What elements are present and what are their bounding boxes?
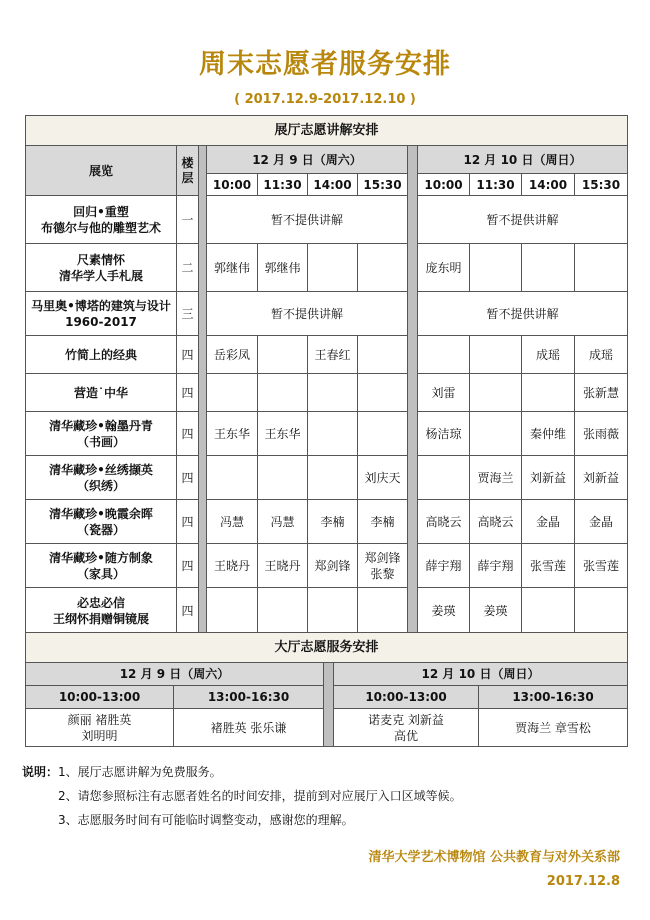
footer-organization: 清华大学艺术博物馆 公共教育与对外关系部 (368, 850, 620, 865)
note-item: 1、展厅志愿讲解为免费服务。 (58, 765, 222, 779)
date-range-subtitle: ( 2017.12.9-2017.12.10 ) (234, 92, 416, 107)
hall-volunteer-cell: 贾海兰 章雪松 (479, 709, 628, 747)
volunteer-cell (308, 456, 358, 500)
floor-cell: 四 (177, 500, 199, 544)
volunteer-cell (258, 374, 308, 412)
exhibit-row (26, 588, 628, 634)
volunteer-cell: 高晓云 (470, 500, 522, 544)
exhibit-name-cell (26, 196, 177, 244)
volunteer-cell (522, 374, 575, 412)
notes-label: 说明： (22, 765, 59, 779)
volunteer-cell (575, 588, 628, 634)
volunteer-cell (358, 412, 408, 456)
volunteer-cell: 薛宇翔 (470, 544, 522, 588)
time-header: 11:30 (258, 174, 308, 196)
exhibit-name-line: 营造˙中华 (73, 385, 128, 400)
volunteer-cell: 李楠 (358, 500, 408, 544)
footer-date: 2017.12.8 (546, 874, 620, 889)
volunteer-cell (308, 244, 358, 292)
floor-cell: 四 (177, 412, 199, 456)
volunteer-cell: 王晓丹 (258, 544, 308, 588)
volunteer-cell: 杨洁琼 (418, 412, 470, 456)
time-header: 15:30 (575, 174, 628, 196)
exhibit-name-cell (26, 588, 177, 634)
exhibit-name-cell (26, 412, 177, 456)
exhibit-row (26, 196, 628, 244)
volunteer-cell (575, 244, 628, 292)
hall-volunteer-cell: 褚胜英 张乐谦 (174, 709, 324, 747)
volunteer-cell: 李楠 (308, 500, 358, 544)
day2-header: 12 月 10 日（周日） (418, 146, 628, 174)
volunteer-cell: 成瑶 (575, 336, 628, 374)
volunteer-cell: 郭继伟 (207, 244, 258, 292)
exhibit-name-line: （家具） (76, 566, 125, 581)
volunteer-cell: 刘新益 (522, 456, 575, 500)
volunteer-cell (470, 244, 522, 292)
volunteer-cell: 贾海兰 (470, 456, 522, 500)
notes (22, 760, 462, 832)
no-service-cell: 暂不提供讲解 (418, 196, 628, 244)
volunteer-cell: 薛宇翔 (418, 544, 470, 588)
volunteer-cell: 高晓云 (418, 500, 470, 544)
hall-schedule-table (25, 632, 628, 747)
exhibit-row (26, 500, 628, 544)
exhibit-row (26, 292, 628, 336)
day1-header: 12 月 9 日（周六） (207, 146, 408, 174)
volunteer-cell (418, 336, 470, 374)
volunteer-cell: 郭继伟 (258, 244, 308, 292)
volunteer-cell: 冯慧 (258, 500, 308, 544)
volunteer-cell (358, 244, 408, 292)
time-header: 15:30 (358, 174, 408, 196)
volunteer-cell (358, 336, 408, 374)
volunteer-cell: 刘庆天 (358, 456, 408, 500)
no-service-cell: 暂不提供讲解 (207, 292, 408, 336)
exhibit-name-cell (26, 544, 177, 588)
exhibit-name-line: （书画） (76, 434, 125, 449)
no-service-cell: 暂不提供讲解 (207, 196, 408, 244)
exhibit-name-cell (26, 292, 177, 336)
hall-slot-header: 10:00-13:00 (334, 686, 479, 709)
volunteer-cell: 王晓丹 (207, 544, 258, 588)
volunteer-cell (258, 588, 308, 634)
hall-volunteer-cell: 诺麦克 刘新益 高优 (334, 709, 479, 747)
floor-cell: 四 (177, 374, 199, 412)
volunteer-cell: 庞东明 (418, 244, 470, 292)
volunteer-cell (470, 374, 522, 412)
floor-column-header: 楼层 (177, 146, 199, 196)
volunteer-cell (308, 412, 358, 456)
hall-day1-header: 12 月 9 日（周六） (26, 663, 324, 686)
exhibit-name-cell (26, 456, 177, 500)
volunteer-cell (258, 456, 308, 500)
volunteer-cell: 姜瑛 (418, 588, 470, 634)
exhibit-column-header: 展览 (26, 146, 177, 196)
floor-cell: 二 (177, 244, 199, 292)
floor-cell: 一 (177, 196, 199, 244)
volunteer-cell: 姜瑛 (470, 588, 522, 634)
exhibit-name-line: 尺素情怀 (76, 252, 125, 267)
exhibition-section-title: 展厅志愿讲解安排 (26, 116, 628, 146)
volunteer-cell (308, 588, 358, 634)
volunteer-cell (522, 244, 575, 292)
volunteer-cell: 张雨薇 (575, 412, 628, 456)
exhibit-name-line: 王纲怀捐赠铜镜展 (52, 611, 149, 626)
exhibit-name-line: 回归•重塑 (73, 204, 129, 219)
volunteer-cell: 金晶 (575, 500, 628, 544)
note-item: 2、请您参照标注有志愿者姓名的时间安排，提前到对应展厅入口区域等候。 (58, 789, 462, 803)
exhibit-name-cell (26, 374, 177, 412)
page-title: 周末志愿者服务安排 (199, 49, 451, 80)
hall-slot-header: 10:00-13:00 (26, 686, 174, 709)
exhibit-name-line: 1960-2017 (65, 314, 137, 329)
exhibit-name-line: （织绣） (76, 478, 125, 493)
exhibit-name-line: 布德尔与他的雕塑艺术 (40, 220, 161, 235)
time-header: 10:00 (207, 174, 258, 196)
volunteer-cell (470, 412, 522, 456)
hall-slot-header: 13:00-16:30 (174, 686, 324, 709)
floor-cell: 三 (177, 292, 199, 336)
exhibit-name-cell (26, 336, 177, 374)
volunteer-cell (470, 336, 522, 374)
volunteer-cell (308, 374, 358, 412)
volunteer-cell (522, 588, 575, 634)
volunteer-cell: 张新慧 (575, 374, 628, 412)
volunteer-cell (358, 588, 408, 634)
exhibit-row (26, 456, 628, 500)
exhibit-name-line: 马里奥•博塔的建筑与设计 (31, 298, 171, 313)
hall-day2-header: 12 月 10 日（周日） (334, 663, 628, 686)
volunteer-cell: 刘新益 (575, 456, 628, 500)
volunteer-cell: 秦仲维 (522, 412, 575, 456)
volunteer-cell: 刘雷 (418, 374, 470, 412)
no-service-cell: 暂不提供讲解 (418, 292, 628, 336)
exhibit-name-cell (26, 244, 177, 292)
volunteer-cell: 王春红 (308, 336, 358, 374)
exhibit-name-line: （瓷器） (76, 522, 125, 537)
exhibit-row (26, 374, 628, 412)
column-divider (324, 663, 334, 747)
exhibit-name-line: 竹简上的经典 (64, 347, 137, 362)
column-divider (199, 146, 207, 634)
column-divider (408, 146, 418, 634)
exhibit-name-cell (26, 500, 177, 544)
volunteer-cell: 王东华 (258, 412, 308, 456)
floor-cell: 四 (177, 544, 199, 588)
exhibition-schedule-table (25, 115, 628, 634)
volunteer-cell: 成瑶 (522, 336, 575, 374)
floor-cell: 四 (177, 336, 199, 374)
exhibit-name-line: 清华藏珍•翰墨丹青 (49, 418, 153, 433)
exhibit-name-line: 必忠必信 (76, 595, 125, 610)
volunteer-cell: 郑剑锋 张黎 (358, 544, 408, 588)
time-header: 11:30 (470, 174, 522, 196)
exhibit-row (26, 244, 628, 292)
exhibit-row (26, 544, 628, 588)
volunteer-cell: 郑剑锋 (308, 544, 358, 588)
volunteer-cell (207, 456, 258, 500)
floor-cell: 四 (177, 588, 199, 634)
volunteer-cell (207, 374, 258, 412)
exhibit-row (26, 412, 628, 456)
volunteer-cell: 王东华 (207, 412, 258, 456)
volunteer-cell: 金晶 (522, 500, 575, 544)
hall-slot-header: 13:00-16:30 (479, 686, 628, 709)
exhibit-name-line: 清华藏珍•随方制象 (49, 550, 153, 565)
time-header: 14:00 (308, 174, 358, 196)
exhibit-name-line: 清华藏珍•丝绣撷英 (49, 462, 153, 477)
volunteer-cell (418, 456, 470, 500)
volunteer-cell (358, 374, 408, 412)
note-item: 3、志愿服务时间有可能临时调整变动，感谢您的理解。 (58, 813, 354, 827)
exhibit-row (26, 336, 628, 374)
exhibit-name-line: 清华学人手札展 (58, 268, 143, 283)
time-header: 10:00 (418, 174, 470, 196)
volunteer-cell: 张雪莲 (522, 544, 575, 588)
volunteer-cell (258, 336, 308, 374)
hall-section-title: 大厅志愿服务安排 (26, 633, 628, 663)
footer (368, 846, 620, 894)
floor-cell: 四 (177, 456, 199, 500)
hall-volunteer-cell: 颜丽 褚胜英 刘明明 (26, 709, 174, 747)
exhibit-name-line: 清华藏珍•晚霞余晖 (49, 506, 153, 521)
volunteer-cell: 冯慧 (207, 500, 258, 544)
volunteer-cell: 张雪莲 (575, 544, 628, 588)
volunteer-cell (207, 588, 258, 634)
volunteer-cell: 岳彩凤 (207, 336, 258, 374)
time-header: 14:00 (522, 174, 575, 196)
